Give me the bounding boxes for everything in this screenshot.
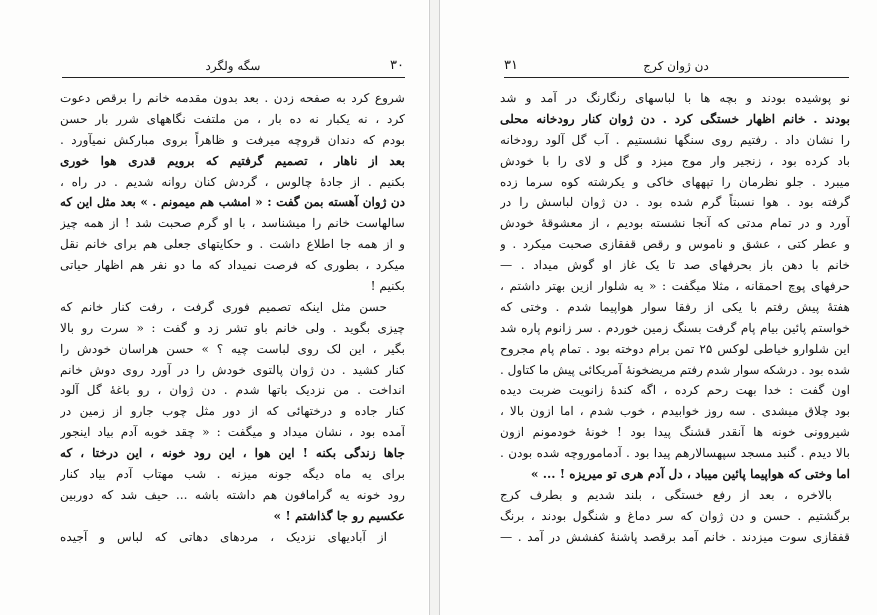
text-line: جاها زندگی بکنه ! این هوا ، این رود خونه ، این درختا ، که [60, 446, 405, 461]
text-line: برای یه ماه دیگه جونه میزنه . شب مهتاب آدم بیاد کنار [60, 467, 405, 482]
text-line: گرفته بود . هوا نسبتاً گرم شده بود . دن ژوان لباسش را در [500, 195, 850, 210]
text-line: نو پوشیده بودند و بچه ها با لباسهای رنگارنگ در آمد و شد [500, 91, 850, 105]
left-page-header [62, 58, 404, 74]
text-line: شیروونی خونه ها آنقدر قشنگ پیدا بود ! خونهٔ خودمونم ازون [500, 425, 850, 440]
text-line: قفقازی سوت میزدند . خانم آمد برقصد پاشنهٔ کفشش در آمد . — [500, 529, 850, 544]
text-line: بودم که دندان قروچه میرفت و ظاهراً بروی مبارکش نمیآورد . [60, 132, 405, 147]
text-line: بالاخره ، بعد از رفع خستگی ، بلند شدیم و بطرف کرج [500, 487, 832, 502]
left-running-title: سگه ولگرد [205, 59, 261, 73]
text-line: از آبادیهای نزدیک ، مردهای دهاتی که لباس و آجیده [60, 529, 387, 544]
text-line: شده بود . درشکه سوار شدم رفتم مریضخونهٔ آمریکائی پیش ما کتاول . [500, 362, 850, 377]
text-line: شروع کرد به صفحه زدن . بعد بدون مقدمه خانم را برقص دعوت [60, 91, 405, 105]
text-line: چیزی بگوید . ولی خانم باو تشر زد و گفت : « سرت رو بالا [60, 320, 405, 335]
text-line: بودند . خانم اظهار خستگی کرد . دن ژوان کنار رودخانه محلی [500, 111, 850, 126]
text-line: رود خونه یه گرامافون هم داشته باشه ... حیف شد که دوربین [60, 487, 405, 502]
right-header-rule [504, 77, 849, 78]
right-body-text [500, 88, 850, 548]
text-line: بکنیم ! [370, 279, 405, 294]
text-line: این شلوارو خیاطی لوکس ۲۵ تمن برام دوخته بود . تمام پام مجروح [500, 341, 850, 356]
text-line: میکرد ، بطوری که فرصت نمیداد که ما دو نفر هم اظهار حیاتی [60, 258, 405, 273]
text-line: اما وختی که هواپیما پائین میباد ، دل آدم هری تو میریزه ! ... » [530, 467, 850, 482]
left-header-rule [62, 77, 405, 78]
right-page [440, 0, 877, 615]
left-body-text [60, 88, 405, 548]
text-line: بکنیم . از جادهٔ چالوس ، گردش کنان روانه شدیم . در راه ، [60, 174, 405, 189]
text-line: آورد و در تمام مدتی که آنجا نشسته بودیم ، از معشوقهٔ خودش [500, 216, 850, 231]
text-line: خانم با دهن باز بحرفهای صد تا یک غاز او گوش میداد . — [500, 258, 850, 273]
text-line: کنار جاده و درختهائی که از دور مثل چوب جارو از زمین در [60, 404, 405, 419]
text-line: اون گفت : خدا بهت رحم کرده ، اگه کندهٔ زانویت ضربت دیده [500, 383, 850, 398]
text-line: عکسیم رو جا گذاشتم ! » [273, 508, 405, 523]
text-line: انداخت . من نزدیک باتها شدم . دن ژوان ، رو باغهٔ گل آلود [60, 383, 405, 398]
left-page-number: ۳۰ [390, 58, 404, 73]
text-line: سالهاست خانم را میشناسد ، با او گرم صحبت شد ! از همه چیز [60, 216, 405, 231]
text-line: و از همه جا اطلاع داشت . و حکایتهای جعلی هم برای خانم نقل [60, 237, 405, 252]
text-line: و عطر کتی ، عشق و ناموس و رقص قفقازی صحبت میکرد . و [500, 237, 850, 252]
text-line: بالا دیدم . گنبد مسجد سپهسالارهم پیدا بود . آدماموروچه شده بودن . [500, 446, 850, 461]
right-running-title: دن ژوان کرج [643, 59, 709, 73]
text-line: بود چلاق میشدی . سه روز خوابیدم ، خوب شدم ، اما ازون بالا ، [500, 404, 850, 419]
gutter-edge-left [429, 0, 430, 615]
text-line: بگیر ، این لک روی لباست چیه ؟ » حسن هراسان خودش را [60, 341, 405, 356]
text-line: بعد از ناهار ، تصمیم گرفتیم که برویم قدری هوا خوری [60, 153, 405, 168]
text-line: باد کرده بود ، زنجیر وار موج میزد و گل و لای را با خودش [500, 153, 850, 168]
right-page-header [504, 58, 848, 74]
text-line: کنار کشید . دن ژوان پالتوی خودش را در آورد روی دوش خانم [60, 362, 405, 377]
right-page-number: ۳۱ [504, 58, 518, 73]
text-line: خواستم پائین بیام پام گرفت بسنگ زمین خوردم . سر زانوم پاره شد [500, 320, 850, 335]
text-line: کرد ، نه یکبار نه ده بار ، من ملتفت نگاههای شرر بار حسن [60, 111, 405, 126]
text-line: دن ژوان آهسته بمن گفت : « امشب هم میمونم . » بعد مثل این که [60, 195, 405, 210]
left-page [0, 0, 428, 615]
text-line: برگشتیم . حسن و دن ژوان که سر دماغ و شنگول بودند ، برنگ [500, 508, 850, 523]
text-line: را نشان داد . رفتیم روی سنگها نشستیم . آب گل آلود رودخانه [500, 132, 850, 147]
text-line: حرفهای پوچ احمقانه ، مثلا میگفت : « یه شلوار ازین بهتر داشتم ، [500, 279, 850, 294]
text-line: حسن مثل اینکه تصمیم فوری گرفت ، رفت کنار خانم که [60, 299, 387, 314]
text-line: میبرد . جلو نظرمان را تپههای خاکی و یکرشته کوه سرما زده [500, 174, 850, 189]
book-gutter [429, 0, 439, 615]
text-line: هفتهٔ پیش رفتم با یکی از رفقا سوار هواپیما شدم . وختی که [500, 299, 850, 314]
text-line: آمده بود ، نشان میداد و میگفت : « چقد خوبه آدم بیاد اینجور [60, 425, 405, 440]
